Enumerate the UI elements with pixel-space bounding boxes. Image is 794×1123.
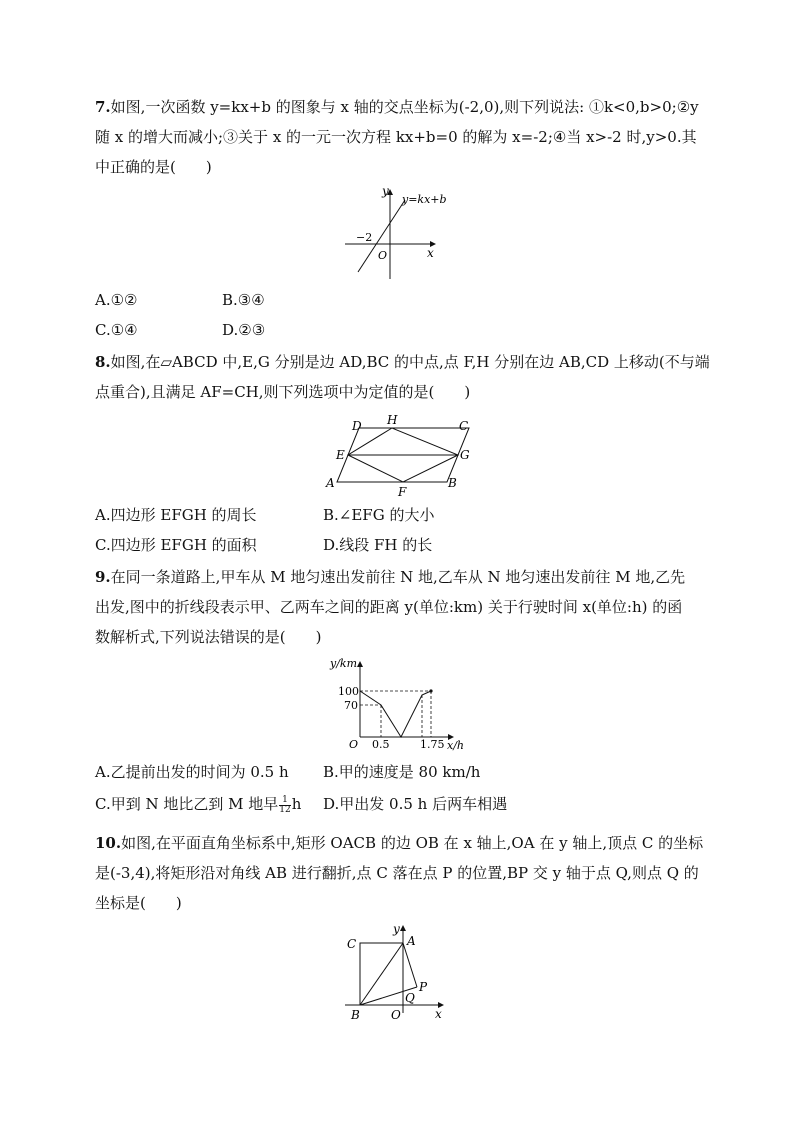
q10-label-a: A: [407, 934, 416, 948]
q7-x-label: x: [427, 246, 434, 260]
q10-label-c: C: [347, 937, 357, 951]
q10-line-3: 坐标是( ): [95, 894, 182, 912]
q8-label-e: E: [336, 448, 345, 462]
q10-line-1: [95, 833, 703, 853]
q9-option-c-fraction: [279, 796, 290, 815]
q8-label-a: A: [326, 476, 335, 490]
q8-option-a: A.四边形 EFGH 的周长: [95, 506, 257, 524]
q7-line-1: [95, 97, 699, 117]
q7-neg-label: −2: [356, 231, 373, 244]
q8-label-b: B: [448, 476, 457, 490]
q8-label-f: F: [398, 485, 407, 499]
q9-fraction-denominator: 12: [279, 804, 291, 815]
q10-text-1: 如图,在平面直角坐标系中,矩形 OACB 的边 OB 在 x 轴上,OA 在 y 轴上,顶点 C 的坐标: [121, 834, 704, 852]
q9-graph: [360, 691, 431, 737]
q9-figure: [325, 650, 485, 758]
q9-x-label: x/h: [447, 739, 464, 752]
q7-origin-label: O: [378, 249, 388, 262]
q8-line-2: 点重合),且满足 AF=CH,则下列选项中为定值的是( ): [95, 383, 471, 401]
q9-number: 9.: [95, 568, 111, 586]
q9-y-tick-100: 100: [338, 685, 359, 698]
q9-option-a: A.乙提前出发的时间为 0.5 h: [95, 763, 289, 781]
q9-option-d: D.甲出发 0.5 h 后两车相遇: [323, 795, 508, 813]
q9-origin-label: O: [349, 738, 359, 751]
q7-line-2: 随 x 的增大而减小;③关于 x 的一元一次方程 kx+b=0 的解为 x=-2;④当 x>-2 时,y>0.其: [95, 128, 697, 146]
q9-option-c: [95, 794, 301, 815]
q7-figure: [340, 182, 460, 282]
q8-option-c: C.四边形 EFGH 的面积: [95, 536, 257, 554]
q8-label-c: C: [459, 419, 469, 433]
q9-option-b: B.甲的速度是 80 km/h: [323, 763, 481, 781]
q10-x-label: x: [435, 1007, 442, 1021]
q8-line-1: [95, 352, 710, 372]
q9-end-point: [429, 689, 432, 692]
q8-label-d: D: [352, 419, 362, 433]
q10-y-label: y: [393, 922, 400, 936]
q9-x-tick-05: 0.5: [372, 738, 390, 751]
q10-line-2: 是(-3,4),将矩形沿对角线 AB 进行翻折,点 C 落在点 P 的位置,BP 交 y 轴于点 Q,则点 Q 的: [95, 864, 699, 882]
q9-line-3: 数解析式,下列说法错误的是( ): [95, 628, 322, 646]
q7-line-label: y=kx+b: [402, 193, 447, 206]
q8-text-1: 如图,在▱ABCD 中,E,G 分别是边 AD,BC 的中点,点 F,H 分别在边 AB,CD 上移动(不与端: [110, 353, 710, 371]
q7-option-d: D.②③: [222, 321, 266, 339]
q7-text-1: 如图,一次函数 y=kx+b 的图象与 x 轴的交点坐标为(-2,0),则下列说法: ①k<0,b>0;②y: [110, 98, 699, 116]
q8-number: 8.: [95, 353, 111, 371]
q10-number: 10.: [95, 834, 122, 852]
q10-label-o: O: [391, 1008, 401, 1022]
q8-label-h: H: [387, 413, 398, 427]
q9-y-label: y/km: [330, 657, 358, 670]
q9-x-tick-175: 1.75: [420, 738, 445, 751]
q7-y-label: y: [382, 184, 389, 198]
q8-option-d: D.线段 FH 的长: [323, 536, 433, 554]
q9-option-c-unit: h: [291, 795, 302, 813]
q9-text-1: 在同一条道路上,甲车从 M 地匀速出发前往 N 地,乙车从 N 地匀速出发前往 M 地,乙先: [110, 568, 686, 586]
q10-label-b: B: [351, 1008, 360, 1022]
q10-label-q: Q: [405, 991, 415, 1005]
q7-option-c: C.①④: [95, 321, 138, 339]
q10-diagonal-ab: [360, 943, 403, 1005]
q10-segment-ap: [403, 943, 417, 987]
q10-figure: [335, 918, 455, 1028]
q9-y-tick-70: 70: [344, 699, 358, 712]
q8-label-g: G: [460, 448, 470, 462]
q8-figure: [320, 408, 480, 500]
q8-option-b: B.∠EFG 的大小: [323, 506, 435, 524]
q9-fraction-numerator: 1: [279, 796, 290, 806]
q10-label-p: P: [419, 980, 428, 994]
q7-line-3: 中正确的是( ): [95, 158, 212, 176]
q9-option-c-text: C.甲到 N 地比乙到 M 地早: [95, 795, 279, 813]
q7-number: 7.: [95, 98, 111, 116]
q7-option-b: B.③④: [222, 291, 265, 309]
q9-line-2: 出发,图中的折线段表示甲、乙两车之间的距离 y(单位:km) 关于行驶时间 x(单位:h) 的函: [95, 598, 683, 616]
q9-line-1: [95, 567, 685, 587]
q7-option-a: A.①②: [95, 291, 138, 309]
